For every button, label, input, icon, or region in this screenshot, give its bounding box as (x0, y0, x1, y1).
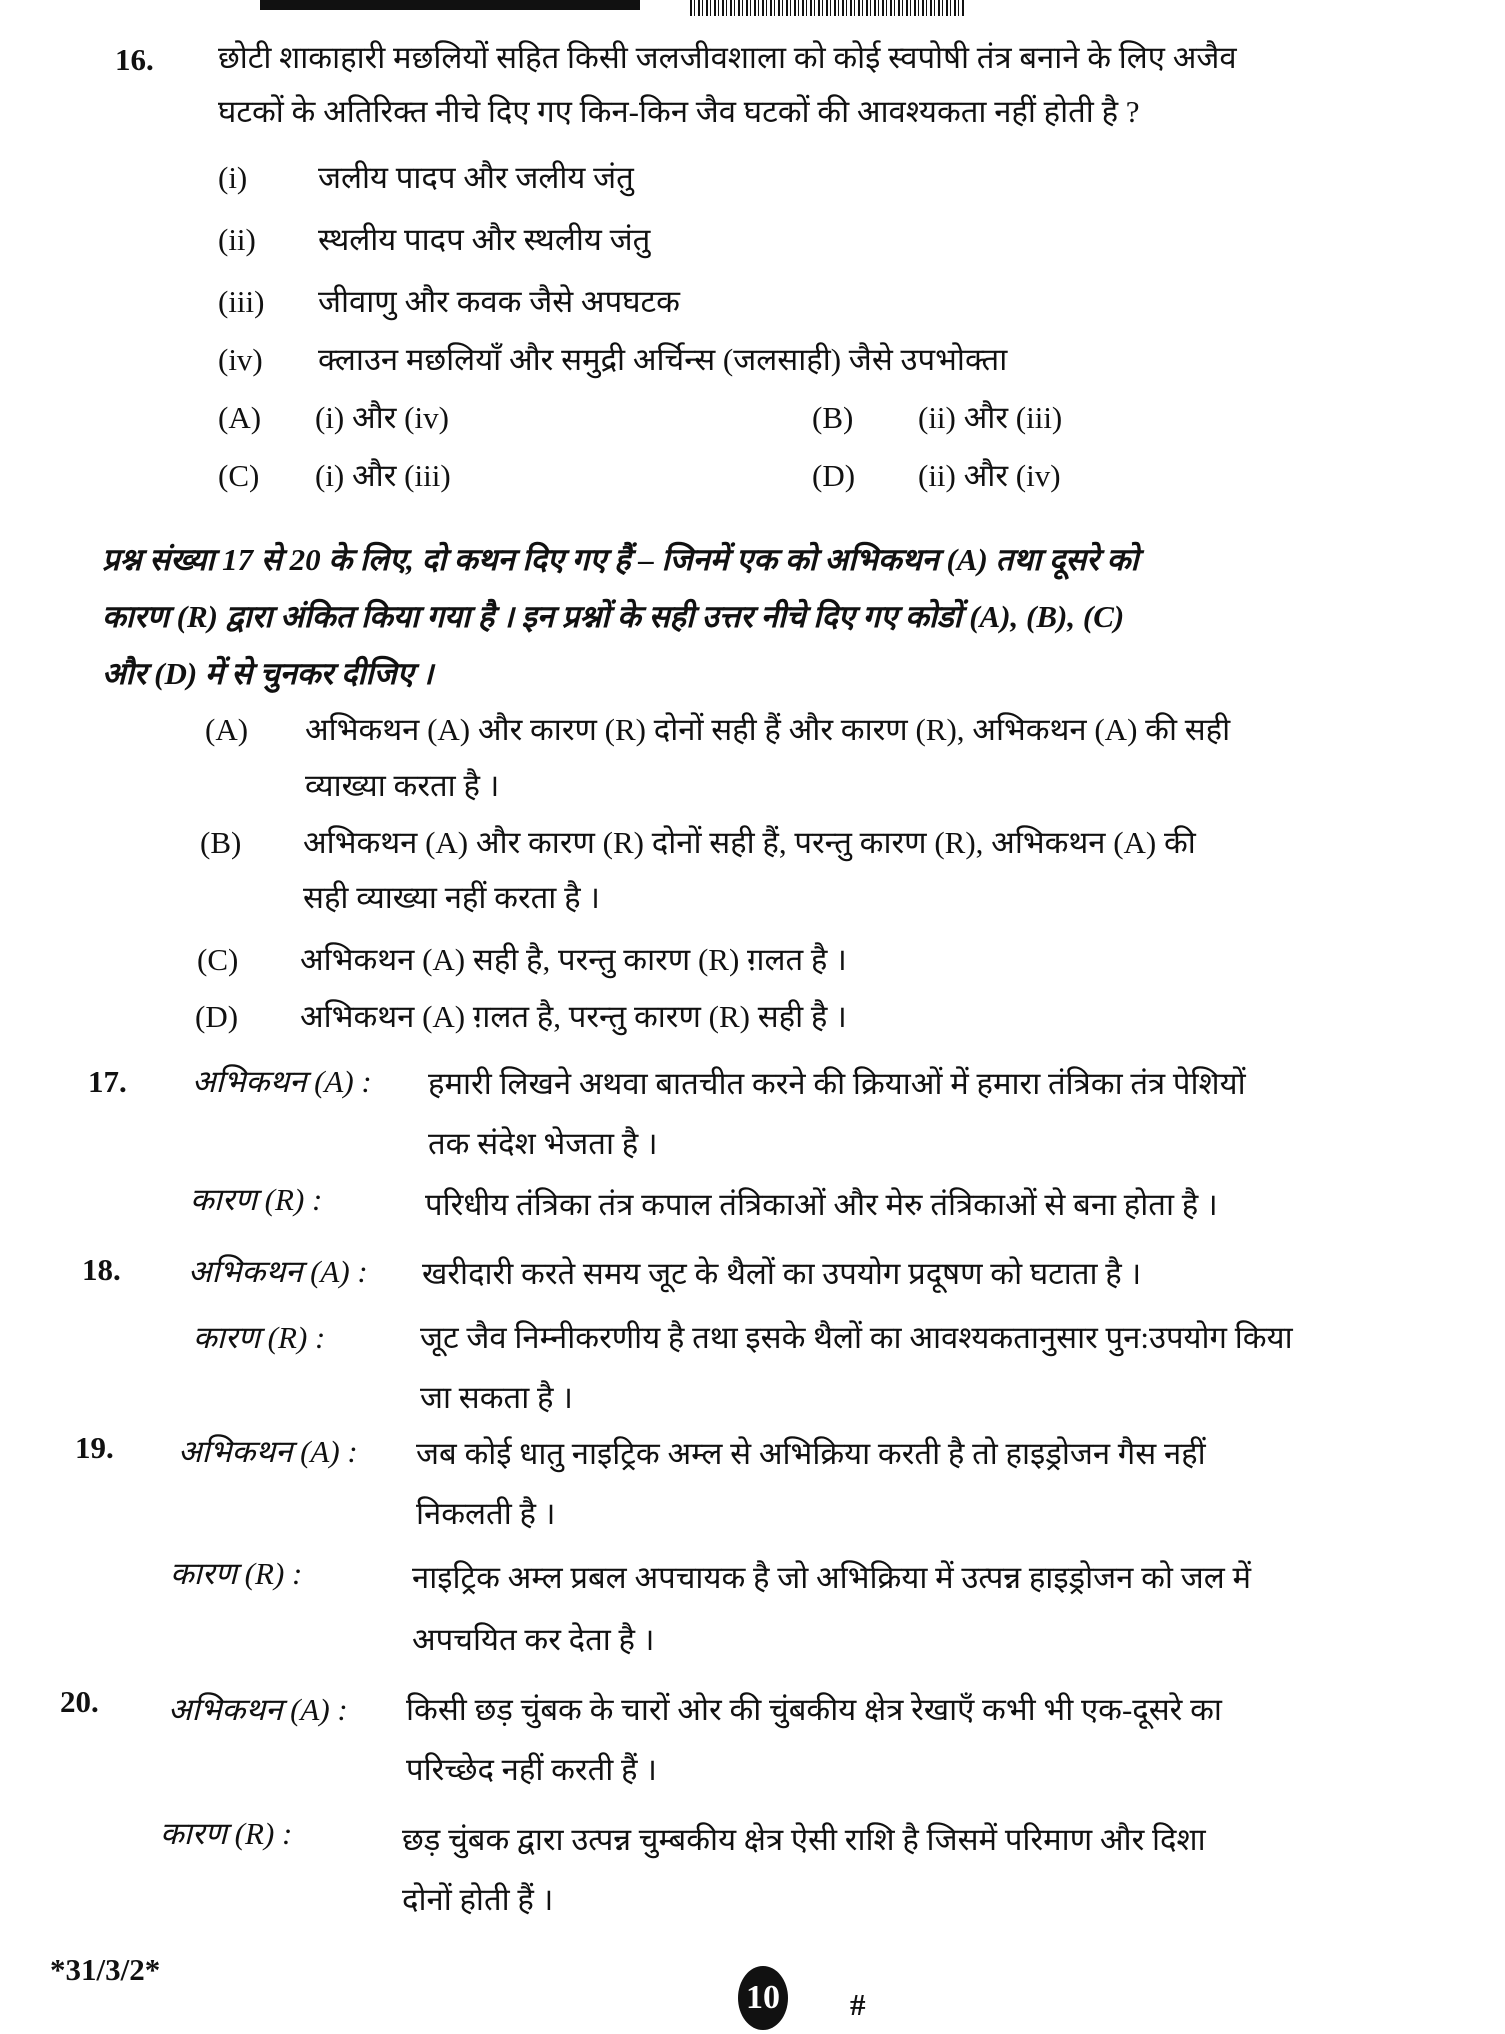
reason-label: कारण (R) : (193, 1320, 326, 1355)
code-text: सही व्याख्या नहीं करता है । (303, 880, 601, 915)
q16-option-text: (ii) और (iv) (918, 458, 1061, 493)
q16-option-text: (ii) और (iii) (918, 400, 1063, 435)
q16-option-label: (A) (218, 400, 262, 435)
q16-item-label: (i) (218, 160, 248, 195)
code-text: अभिकथन (A) सही है, परन्तु कारण (R) ग़लत है । (300, 942, 847, 977)
q17-assertion: हमारी लिखने अथवा बातचीत करने की क्रियाओं में हमारा तंत्रिका तंत्र पेशियों (428, 1066, 1246, 1101)
q16-item-label: (ii) (218, 222, 256, 257)
instruction-line: कारण (R) द्वारा अंकित किया गया है । इन प्रश्नों के सही उत्तर नीचे दिए गए कोडों (A), (B), (C) (102, 599, 1125, 634)
code-label: (C) (197, 942, 239, 977)
code-label: (B) (200, 825, 242, 860)
q18-reason: जूट जैव निम्नीकरणीय है तथा इसके थैलों का आवश्यकतानुसार पुन:उपयोग किया (420, 1320, 1293, 1355)
hash-mark: # (850, 1987, 866, 2022)
barcode (690, 0, 965, 16)
q17-reason: परिधीय तंत्रिका तंत्र कपाल तंत्रिकाओं और मेरु तंत्रिकाओं से बना होता है । (425, 1187, 1218, 1222)
page-number: 10 (738, 1966, 788, 2030)
code-text: अभिकथन (A) ग़लत है, परन्तु कारण (R) सही है । (300, 999, 847, 1034)
q18-assertion: खरीदारी करते समय जूट के थैलों का उपयोग प्रदूषण को घटाता है । (422, 1256, 1142, 1291)
q16-item-text: जलीय पादप और जलीय जंतु (318, 160, 634, 195)
assertion-label: अभिकथन (A) : (178, 1434, 358, 1469)
q17-number: 17. (88, 1064, 127, 1099)
q16-item-text: जीवाणु और कवक जैसे अपघटक (318, 284, 680, 319)
code-text: व्याख्या करता है । (305, 768, 500, 803)
q16-number: 16. (115, 42, 154, 77)
q16-option-label: (C) (218, 458, 260, 493)
instruction-line: और (D) में से चुनकर दीजिए । (102, 656, 434, 691)
reason-label: कारण (R) : (190, 1182, 323, 1217)
q16-option-label: (D) (812, 458, 856, 493)
q16-line2: घटकों के अतिरिक्त नीचे दिए गए किन-किन जैव घटकों की आवश्यकता नहीं होती है ? (218, 94, 1140, 129)
q18-number: 18. (82, 1252, 121, 1287)
q16-item-text: स्थलीय पादप और स्थलीय जंतु (318, 222, 651, 257)
reason-label: कारण (R) : (160, 1816, 293, 1851)
instruction-line: प्रश्न संख्या 17 से 20 के लिए, दो कथन दिए गए हैं – जिनमें एक को अभिकथन (A) तथा दूसरे को (102, 542, 1139, 577)
q20-number: 20. (60, 1684, 99, 1719)
q19-reason: अपचयित कर देता है । (412, 1622, 655, 1657)
q16-item-label: (iv) (218, 342, 263, 377)
q19-number: 19. (75, 1430, 114, 1465)
q16-item-label: (iii) (218, 284, 265, 319)
assertion-label: अभिकथन (A) : (168, 1692, 348, 1727)
reason-label: कारण (R) : (170, 1556, 303, 1591)
q16-option-label: (B) (812, 400, 854, 435)
q19-assertion: निकलती है । (416, 1496, 556, 1531)
q20-reason: दोनों होती हैं । (402, 1882, 554, 1917)
code-label: (A) (205, 712, 249, 747)
code-label: (D) (195, 999, 239, 1034)
q16-item-text: क्लाउन मछलियाँ और समुद्री अर्चिन्स (जलसाही) जैसे उपभोक्ता (318, 342, 1008, 377)
header-black-bar (260, 0, 640, 10)
q16-option-text: (i) और (iii) (315, 458, 451, 493)
q17-assertion: तक संदेश भेजता है । (428, 1126, 658, 1161)
q20-assertion: परिच्छेद नहीं करती हैं । (406, 1752, 658, 1787)
q19-reason: नाइट्रिक अम्ल प्रबल अपचायक है जो अभिक्रिया में उत्पन्न हाइड्रोजन को जल में (412, 1560, 1252, 1595)
assertion-label: अभिकथन (A) : (188, 1254, 368, 1289)
paper-code: *31/3/2* (50, 1952, 161, 1987)
code-text: अभिकथन (A) और कारण (R) दोनों सही हैं, परन्तु कारण (R), अभिकथन (A) की (303, 825, 1196, 860)
q18-reason: जा सकता है । (420, 1380, 573, 1415)
code-text: अभिकथन (A) और कारण (R) दोनों सही हैं और कारण (R), अभिकथन (A) की सही (305, 712, 1231, 747)
q20-reason: छड़ चुंबक द्वारा उत्पन्न चुम्बकीय क्षेत्र ऐसी राशि है जिसमें परिमाण और दिशा (402, 1822, 1206, 1857)
q20-assertion: किसी छड़ चुंबक के चारों ओर की चुंबकीय क्षेत्र रेखाएँ कभी भी एक-दूसरे का (406, 1692, 1222, 1727)
q19-assertion: जब कोई धातु नाइट्रिक अम्ल से अभिक्रिया करती है तो हाइड्रोजन गैस नहीं (416, 1436, 1206, 1471)
assertion-label: अभिकथन (A) : (192, 1064, 372, 1099)
q16-option-text: (i) और (iv) (315, 400, 449, 435)
q16-line1: छोटी शाकाहारी मछलियों सहित किसी जलजीवशाला को कोई स्वपोषी तंत्र बनाने के लिए अजैव (218, 40, 1237, 75)
